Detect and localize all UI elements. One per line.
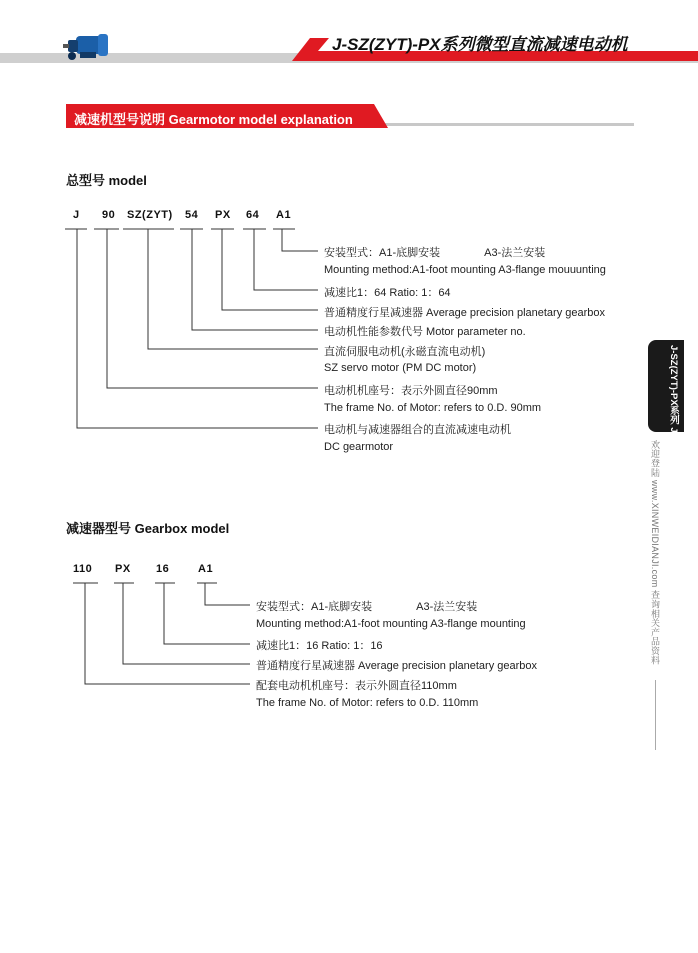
- gearbox-code-frame: 110: [73, 563, 93, 575]
- gearbox-desc-mounting-en: Mounting method:A1-foot mounting A3-flange mounting: [256, 618, 526, 630]
- model-code-px: PX: [215, 209, 231, 221]
- gearbox-desc-gearbox: 普通精度行星减速器 Average precision planetary gearbox: [256, 660, 538, 672]
- side-divider-line: [655, 680, 656, 750]
- model-code-param: 54: [185, 209, 199, 221]
- model-desc-servo-en: SZ servo motor (PM DC motor): [324, 362, 477, 374]
- model-desc-mounting-en: Mounting method:A1-foot mounting A3-flange mouuunting: [324, 264, 606, 276]
- gearbox-desc-frame-en: The frame No. of Motor: refers to 0.D. 110mm: [256, 697, 479, 709]
- side-website-text: 欢迎登陆 www.XINWEIDIANJI.com 查询相关产品资料: [650, 440, 660, 665]
- model-heading: 总型号 model: [66, 173, 147, 188]
- gearbox-desc-ratio: 减速比1：16 Ratio: 1：16: [256, 640, 383, 652]
- gearbox-desc-mounting-cn: 安装型式：A1-底脚安装 A3-法兰安装: [256, 601, 478, 613]
- series-side-tab-label: J-SZ(ZYT)-PX系列 J-SZ(ZYT)-PX Series: [668, 345, 679, 520]
- model-desc-frame-en: The frame No. of Motor: refers to 0.D. 90mm: [324, 402, 542, 414]
- model-desc-param: 电动机性能参数代号 Motor parameter no.: [324, 326, 526, 338]
- model-code-j: J: [73, 209, 80, 221]
- model-desc-servo-cn: 直流伺服电动机(永磁直流电动机): [324, 346, 486, 358]
- model-code-ratio: 64: [246, 209, 260, 221]
- page-title: J-SZ(ZYT)-PX系列微型直流减速电动机: [332, 35, 628, 54]
- section-title: 减速机型号说明 Gearmotor model explanation: [74, 112, 353, 127]
- gearbox-code-ratio: 16: [156, 563, 170, 575]
- model-desc-frame-cn: 电动机机座号：表示外圆直径90mm: [324, 385, 498, 397]
- model-code-mount: A1: [276, 209, 292, 221]
- model-desc-gearmotor-en: DC gearmotor: [324, 441, 394, 453]
- gearbox-code-mount: A1: [198, 563, 214, 575]
- model-desc-ratio: 减速比1：64 Ratio: 1：64: [324, 287, 451, 299]
- model-desc-gearmotor-cn: 电动机与减速器组合的直流减速电动机: [324, 424, 511, 436]
- gearbox-code-px: PX: [115, 563, 131, 575]
- model-code-motor: SZ(ZYT): [127, 209, 173, 221]
- gearbox-desc-frame-cn: 配套电动机机座号：表示外圆直径110mm: [256, 680, 457, 692]
- model-desc-gearbox: 普通精度行星减速器 Average precision planetary gearbox: [324, 307, 606, 319]
- gearbox-heading: 减速器型号 Gearbox model: [66, 521, 230, 536]
- model-code-frame: 90: [102, 209, 116, 221]
- model-desc-mounting-cn: 安装型式：A1-底脚安装 A3-法兰安装: [324, 247, 546, 259]
